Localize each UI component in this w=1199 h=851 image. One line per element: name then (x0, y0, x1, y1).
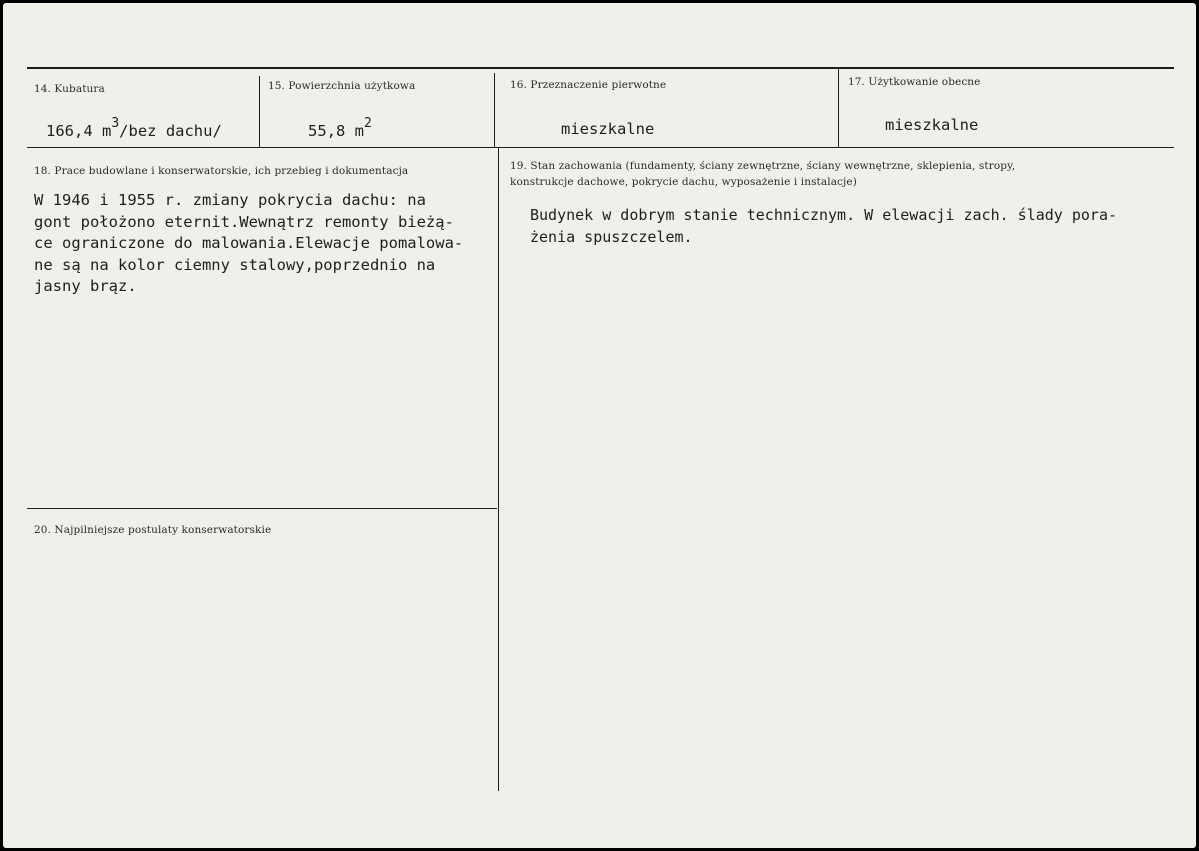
field-17-value: mieszkalne (885, 116, 979, 134)
section-20-rule (27, 508, 497, 509)
field-19-line: żenia spuszczelem. (530, 228, 693, 246)
field-18-text (34, 190, 463, 298)
header-divider-2 (494, 73, 495, 148)
field-18-label: 18. Prace budowlane i konserwatorskie, ich przebieg i dokumentacja (34, 165, 409, 177)
field-14-label: 14. Kubatura (34, 83, 105, 95)
record-card (3, 3, 1196, 848)
field-15-number: 55,8 m (308, 122, 364, 140)
field-14-number: 166,4 m (46, 122, 112, 140)
field-18-line: W 1946 i 1955 r. zmiany pokrycia dachu: na (34, 191, 426, 209)
field-14-value (46, 116, 222, 140)
field-14-note: /bez dachu/ (119, 122, 222, 140)
field-15-label: 15. Powierzchnia użytkowa (268, 80, 416, 92)
header-bottom-rule (27, 147, 1174, 148)
field-14-unit-exponent: 3 (111, 116, 120, 131)
header-divider-3 (838, 69, 839, 148)
field-18-line: gont położono eternit.Wewnątrz remonty bieżą- (34, 212, 454, 231)
field-19-label (510, 158, 1015, 190)
field-16-value: mieszkalne (561, 120, 655, 138)
field-16-label: 16. Przeznaczenie pierwotne (510, 79, 667, 91)
field-18-line: ce ograniczone do malowania.Elewacje pomalowa- (34, 234, 464, 252)
header-divider-1 (259, 76, 260, 148)
field-17-label: 17. Użytkowanie obecne (848, 76, 981, 88)
field-20-label: 20. Najpilniejsze postulaty konserwatorskie (34, 524, 272, 536)
main-column-divider (498, 148, 499, 791)
field-15-value (308, 116, 372, 140)
field-19-text (530, 204, 1117, 248)
field-19-label-line: 19. Stan zachowania (fundamenty, ściany zewnętrzne, ściany wewnętrzne, sklepienia, stropy, (510, 160, 1016, 172)
field-19-label-line: konstrukcje dachowe, pokrycie dachu, wyposażenie i instalacje) (510, 176, 857, 188)
field-18-line: ne są na kolor ciemny stalowy,poprzednio na (34, 255, 436, 274)
field-18-line: jasny brąz. (34, 277, 137, 295)
field-19-line: Budynek w dobrym stanie technicznym. W elewacji zach. ślady pora- (530, 206, 1117, 224)
field-15-unit-exponent: 2 (364, 116, 372, 131)
top-rule (27, 67, 1174, 69)
